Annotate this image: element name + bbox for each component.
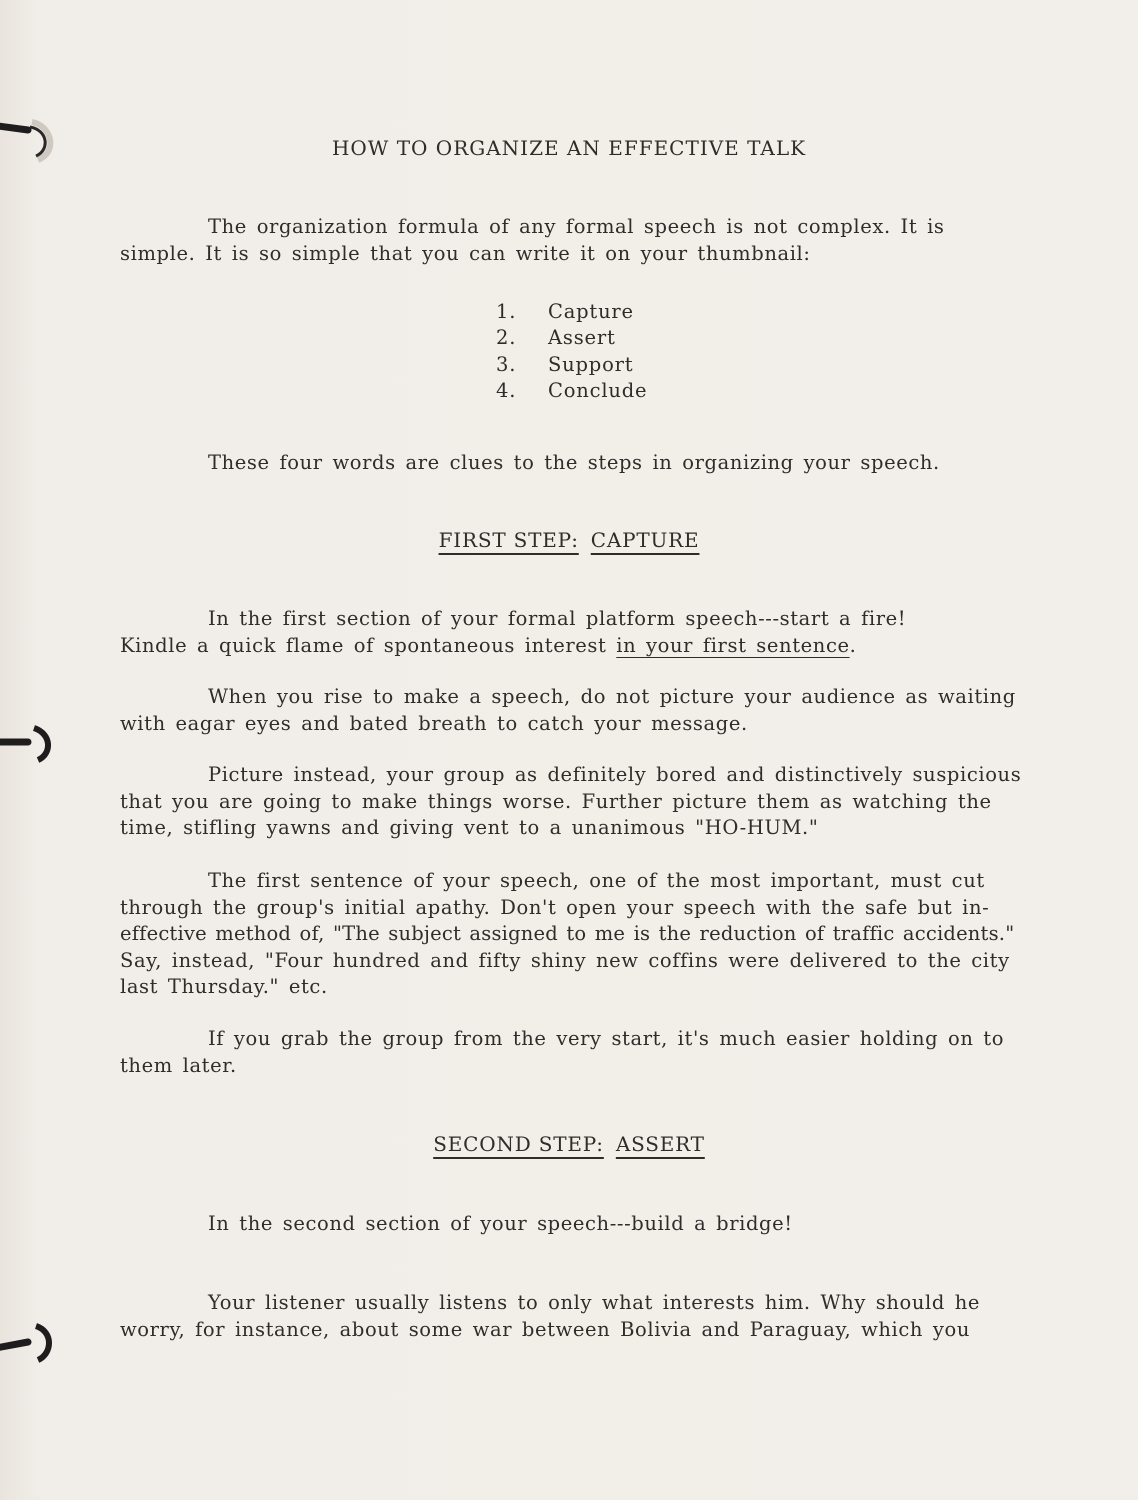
list-item: 3. Support [496,352,634,376]
clues-paragraph: These four words are clues to the steps in organizing your speech. [208,451,940,474]
second-step-heading: SECOND STEP: ASSERT [433,1132,705,1156]
assert-paragraph: Your listener usually listens to only what interests him. Why should he worry, for instance, about some war between Bolivia and Paraguay, which you [120,1291,981,1341]
list-item: 4. Conclude [496,378,648,402]
binder-ring-icon [0,720,64,768]
steps-list [496,299,647,404]
capture-paragraph: If you grab the group from the very start, it's much easier holding on to them later. [120,1027,1005,1077]
capture-paragraph: The first sentence of your speech, one of the most important, must cut through the group's initial apathy. Don't open your speech with the safe but in- effective method of, "The subject assigned to me is the reduction of traffic accidents." Say, instead, "Four hundred and fifty shiny new coffins were delivered to the city last Thursday." etc. [120,869,1015,998]
assert-paragraph: In the second section of your speech---build a bridge! [208,1212,793,1235]
capture-paragraph: Picture instead, your group as definitely bored and distinctively suspicious that you are going to make things worse. Further picture them as watching the time, stifling yawns and giving vent to a unanimous "HO-HUM." [120,763,1022,839]
intro-paragraph [120,214,1100,267]
list-item: 1. Capture [496,300,634,323]
first-step-heading: FIRST STEP: CAPTURE [438,528,700,552]
list-item: 2. Assert [496,326,616,350]
capture-paragraph: In the first section of your formal platform speech---start a fire! Kindle a quick flame of spontaneous interest in your first sentence. [120,607,907,657]
intro-line: simple. It is so simple that you can write it on your thumbnail: [120,241,811,265]
capture-paragraph: When you rise to make a speech, do not picture your audience as waiting with eagar eyes and bated breath to catch your message. [120,685,1016,735]
binder-ring-icon [0,1318,64,1366]
intro-line: The organization formula of any formal speech is not complex. It is [208,215,945,238]
page-title: HOW TO ORGANIZE AN EFFECTIVE TALK [331,136,807,160]
